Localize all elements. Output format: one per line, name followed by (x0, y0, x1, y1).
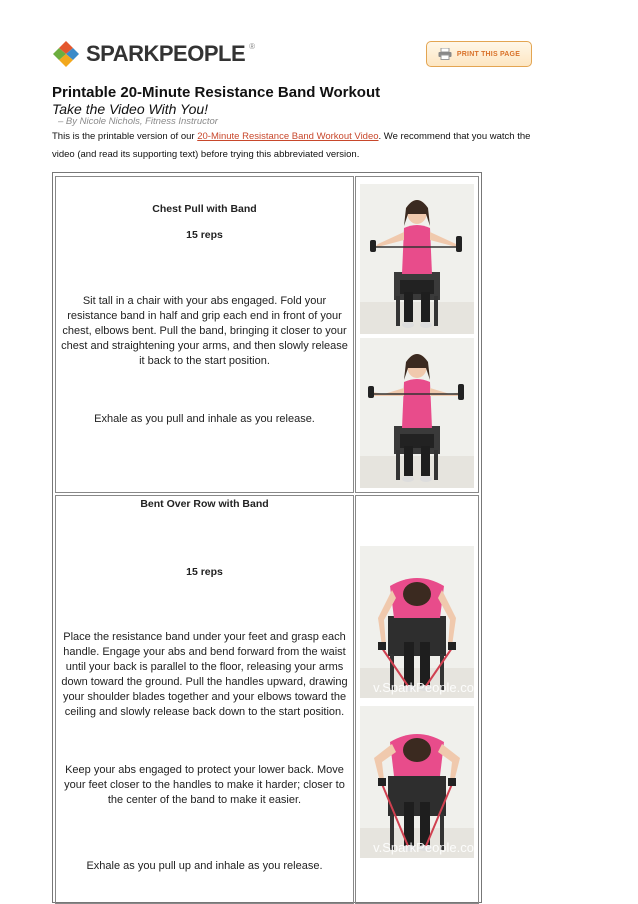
exercise-table (52, 172, 482, 903)
exercise-1-reps: 15 reps (186, 229, 223, 241)
print-label: PRINT THIS PAGE (456, 50, 521, 58)
exercise-2-name: Bent Over Row with Band (140, 498, 269, 510)
printer-icon (438, 48, 452, 60)
exercise-2-text-cell (55, 495, 354, 904)
exercise-2-instructions: Place the resistance band under your feet and grasp each handle. Engage your abs and bend forward from the waist until your back is parallel to the floor, releasing your arms down toward the ground. Pull the handles upward, drawing your shoulder blades together and your elbows toward the ceiling and slowly release back down to the start position. (61, 631, 348, 718)
bent-row-start-photo (360, 546, 474, 698)
exercise-2-image-cell (355, 495, 479, 904)
chest-pull-start-photo (360, 184, 474, 334)
exercise-1-breathing: Exhale as you pull and inhale as you release. (94, 413, 315, 425)
intro-paragraph (52, 128, 552, 164)
page-title: Printable 20-Minute Resistance Band Workout (52, 84, 381, 101)
spark-diamond-icon (52, 40, 80, 68)
exercise-1-instructions: Sit tall in a chair with your abs engaged. Fold your resistance band in half and grip each end in front of your chest, elbows bent. Pull the band, bringing it closer to your chest and straightening your arms, and then slowly release it back to the start position. (61, 295, 348, 367)
intro-text-start: This is the printable version of our (52, 131, 198, 142)
intro-text-end: . We recommend that you watch the video (and read its supporting text) before trying this abbreviated version. (52, 131, 531, 160)
logo-wordmark: SPARKPEOPLE (86, 41, 246, 66)
bent-row-end-photo (360, 706, 474, 858)
exercise-2-watermark-bottom: v.SparkPeople.co (373, 840, 474, 855)
exercise-1-image-cell (355, 176, 479, 493)
exercise-1-text-cell (55, 176, 354, 493)
chest-pull-end-photo (360, 338, 474, 488)
exercise-2-reps: 15 reps (186, 566, 223, 578)
page-subtitle: Take the Video With You! (52, 101, 209, 117)
author-byline: – By Nicole Nichols, Fitness Instructor (58, 116, 218, 127)
sparkpeople-logo[interactable] (52, 38, 255, 70)
exercise-2-watermark-top: v.SparkPeople.co (373, 680, 474, 695)
exercise-2-tip: Keep your abs engaged to protect your lower back. Move your feet closer to the handles to make it harder; closer to the center of the band to make it easier. (64, 764, 345, 806)
print-this-page-button[interactable] (426, 41, 532, 67)
exercise-2-breathing: Exhale as you pull up and inhale as you release. (86, 860, 323, 872)
registered-mark: ® (249, 41, 256, 51)
exercise-1-name: Chest Pull with Band (152, 203, 257, 215)
video-link[interactable]: 20-Minute Resistance Band Workout Video (197, 131, 379, 142)
